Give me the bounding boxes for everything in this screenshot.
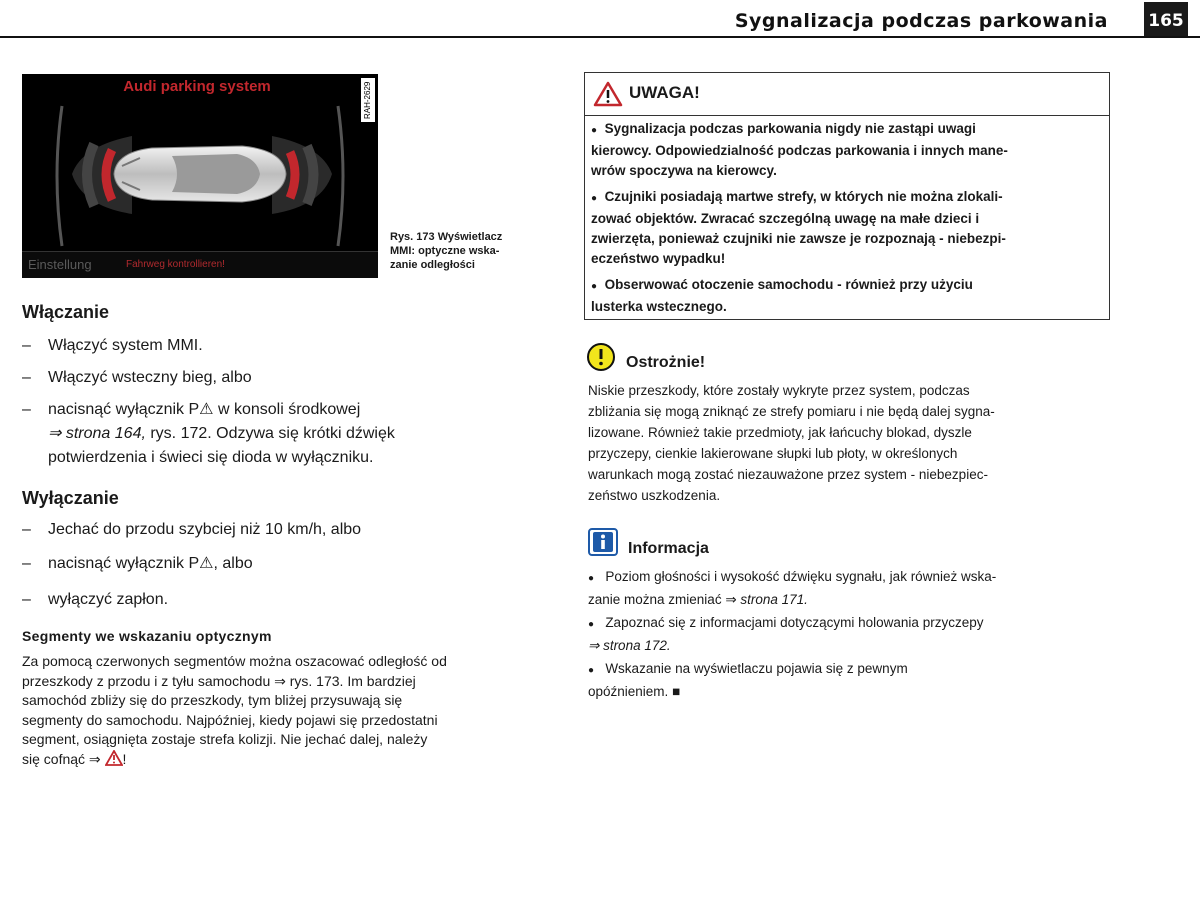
header-rule [0,36,1200,38]
info-icon [588,528,618,556]
figure-caption: Rys. 173 Wyświetlacz MMI: optyczne wska- zanie odległości [390,231,503,271]
list-item: – nacisnąć wyłącznik P⚠ w konsoli środkowej ⇒ strona 164, rys. 172. Odzywa się krótki dźwięk potwierdzenia i świeci się dioda w wyłączniku. [22,401,395,466]
segments-paragraph: Za pomocą czerwonych segmentów można oszacować odległość od przeszkody z przodu i z tyłu samochodu ⇒ rys. 173. Im bardziej samochód zbliży się do przeszkody, tym bliżej przysuwają się segmenty do samochodu. Najpóźniej, kiedy pojawi się przedostatni segment, osiągnięta zostaje strefa kolizji. Nie jechać dalej, należy się cofnąć ⇒ ! [22,653,447,767]
mmi-footer-warning: Fahrweg kontrollieren! [126,259,225,270]
warning-triangle-icon [105,750,123,766]
caution-paragraph: Niskie przeszkody, które zostały wykryte przez system, podczas zbliżania się mogą zniknąć ze strefy pomiaru i nie będą dalej sygna- lizowane. Również takie przedmioty, jak łańcuchy blokad, dyszle przyczepy, cienkie lakierowane słupki lub płoty, w określonych warunkach mogą zostać niezauważone przez system - niebezpiec- zeństwo uszkodzenia. [588,383,995,503]
page-ref-link: ⇒ strona 164, [48,425,146,442]
info-item: ● Wskazanie na wyświetlaczu pojawia się z pewnym opóźnieniem. ■ [588,661,908,699]
warning-title: UWAGA! [629,83,700,102]
list-item: – Włączyć system MMI. [22,337,203,354]
heading-segments: Segmenty we wskazaniu optycznym [22,628,272,644]
warning-item: ● Czujniki posiadają martwe strefy, w których nie można zlokali- zować objektów. Zwracać szczególną uwagę na małe dzieci i zwierzęta, ponieważ czujniki nie zawsze je rozpoznają - niebezpi- eczeństwo wypadku! [591,189,1006,266]
warning-box [584,72,1110,320]
info-item: ● Poziom głośności i wysokość dźwięku sygnału, jak również wska- zanie można zmieniać ⇒ strona 171. [588,569,997,607]
mmi-display-image [22,74,378,278]
list-item: – Włączyć wsteczny bieg, albo [22,369,252,386]
warning-header [585,73,1109,116]
mmi-footer-settings: Einstellung [28,257,92,272]
list-item: – wyłączyć zapłon. [22,591,169,608]
heading-off: Wyłączanie [22,488,119,508]
list-item: – Jechać do przodu szybciej niż 10 km/h, albo [22,521,362,538]
warning-item: ● Obserwować otoczenie samochodu - również przy użyciu lusterka wstecznego. [591,277,973,314]
list-item: – nacisnąć wyłącznik P⚠, albo [22,555,253,572]
warning-triangle-icon [593,81,623,107]
page-ref-link: strona 172. [603,638,671,653]
info-item: ● Zapoznać się z informacjami dotyczącymi holowania przyczepy ⇒ strona 172. [588,615,984,653]
mmi-screen-title: Audi parking system [123,78,271,95]
mmi-footer-bar [22,251,378,278]
figure-code: RAH-2629 [361,78,375,122]
caution-icon [586,342,616,372]
page-header-title: Sygnalizacja podczas parkowania [734,10,1108,32]
page-number: 165 [1144,2,1188,38]
info-title: Informacja [628,540,709,557]
parking-sensor-graphic [22,96,378,252]
warning-item: ● Sygnalizacja podczas parkowania nigdy nie zastąpi uwagi kierowcy. Odpowiedzialność podczas parkowania i innych mane- wrów spoczywa na kierowcy. [591,121,1008,178]
page-ref-link: strona 171. [740,592,808,607]
heading-on: Włączanie [22,302,110,322]
caution-title: Ostrożnie! [626,354,706,371]
